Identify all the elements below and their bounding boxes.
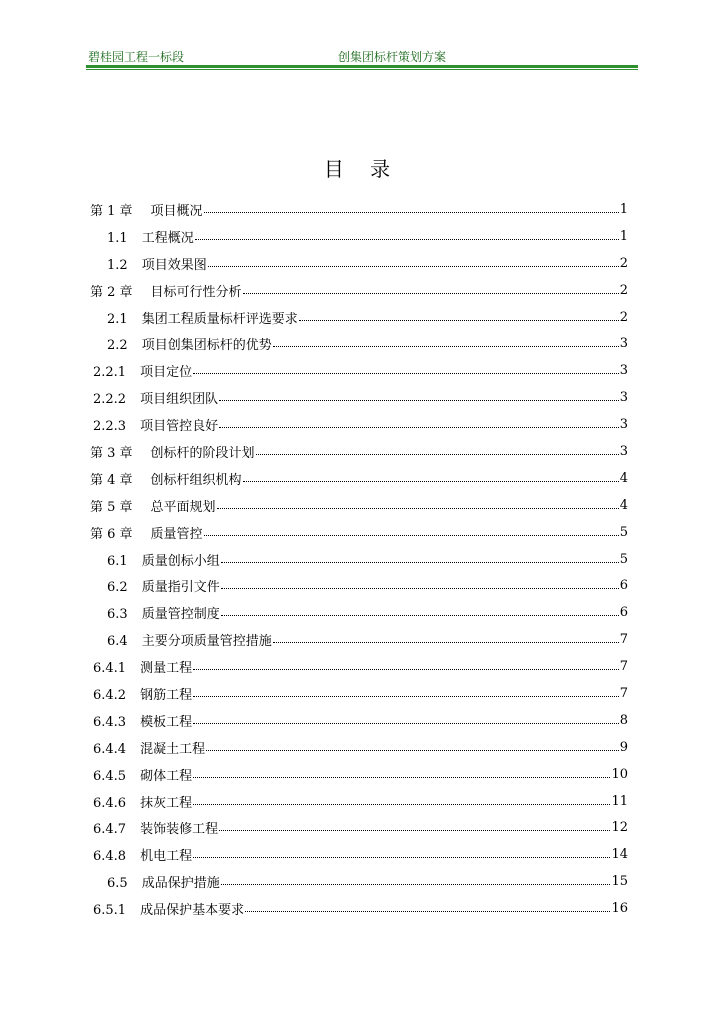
toc-entry-label (90, 523, 203, 542)
toc-leader-dots (273, 642, 619, 643)
toc-entry-text: 项目定位 (140, 365, 193, 381)
toc-leader-dots (219, 427, 619, 428)
toc-leader-dots (221, 615, 619, 616)
toc-entry-page: 3 (619, 417, 628, 433)
toc-entry-number: 第 1 章 (90, 203, 133, 219)
toc-entry-page: 11 (611, 793, 628, 809)
toc-entry-number: 6.4.5 (93, 768, 127, 784)
toc-leader-dots (204, 535, 619, 536)
toc-entry[interactable] (90, 788, 638, 815)
toc-entry-label (90, 442, 255, 461)
toc-entry-text: 创标杆的阶段计划 (150, 445, 255, 461)
toc-entry-page: 7 (619, 632, 628, 648)
toc-entry[interactable] (90, 841, 638, 868)
toc-leader-dots (217, 508, 619, 509)
toc-entry[interactable] (90, 250, 638, 277)
toc-entry-label (93, 388, 218, 407)
toc-entry-text: 项目管控良好 (140, 419, 219, 435)
toc-entry-text: 测量工程 (140, 661, 193, 677)
toc-entry-page: 3 (619, 363, 628, 379)
table-of-contents (90, 196, 638, 922)
toc-entry-label (93, 711, 192, 730)
toc-entry[interactable] (90, 438, 638, 465)
toc-entry-page: 2 (619, 309, 628, 325)
toc-entry-label (90, 200, 203, 219)
toc-entry[interactable] (90, 196, 638, 223)
toc-entry-text: 钢筋工程 (140, 687, 193, 703)
toc-leader-dots (245, 911, 610, 912)
toc-entry-label (90, 469, 242, 488)
toc-leader-dots (256, 454, 619, 455)
toc-entry-text: 混凝土工程 (140, 741, 206, 757)
toc-entry-page: 5 (619, 551, 628, 567)
toc-title: 目 录 (323, 157, 401, 181)
toc-entry[interactable] (90, 895, 638, 922)
toc-entry-label (93, 845, 192, 864)
toc-entry[interactable] (90, 330, 638, 357)
toc-entry[interactable] (90, 277, 638, 304)
toc-entry-text: 主要分项质量管控措施 (141, 634, 272, 650)
toc-entry-page: 1 (619, 228, 628, 244)
toc-leader-dots (299, 320, 619, 321)
toc-leader-dots (243, 481, 619, 482)
toc-entry-text: 项目组织团队 (140, 392, 219, 408)
toc-entry[interactable] (90, 599, 638, 626)
toc-entry-page: 6 (619, 605, 628, 621)
toc-entry-label (93, 792, 192, 811)
toc-entry-number: 6.5.1 (93, 903, 127, 919)
toc-entry[interactable] (90, 868, 638, 895)
page-header (86, 50, 638, 66)
toc-entry[interactable] (90, 572, 638, 599)
toc-leader-dots (243, 293, 619, 294)
toc-entry[interactable] (90, 653, 638, 680)
toc-entry-text: 项目概况 (150, 203, 203, 219)
toc-leader-dots (193, 696, 619, 697)
toc-entry-number: 2.2.3 (93, 419, 127, 435)
toc-entry-label (93, 361, 192, 380)
toc-leader-dots (193, 804, 610, 805)
toc-entry-label (107, 872, 220, 891)
toc-leader-dots (273, 346, 619, 347)
toc-entry[interactable] (90, 411, 638, 438)
toc-entry-text: 成品保护基本要求 (140, 903, 245, 919)
toc-entry-page: 8 (619, 712, 628, 728)
toc-entry-text: 项目效果图 (141, 257, 207, 273)
toc-entry-text: 成品保护措施 (141, 876, 220, 892)
toc-entry-page: 2 (619, 255, 628, 271)
toc-entry-number: 第 5 章 (90, 499, 133, 515)
toc-entry-number: 第 4 章 (90, 472, 133, 488)
toc-entry-number: 1.1 (107, 230, 128, 246)
toc-entry-label (93, 684, 192, 703)
toc-entry-label (93, 415, 218, 434)
toc-entry-page: 15 (611, 874, 628, 890)
toc-leader-dots (195, 239, 619, 240)
toc-leader-dots (221, 588, 619, 589)
toc-entry-label (93, 657, 192, 676)
toc-entry-number: 6.5 (107, 876, 128, 892)
toc-entry-page: 10 (611, 766, 628, 782)
toc-entry-text: 集团工程质量标杆评选要求 (141, 311, 298, 327)
toc-entry-number: 6.4.2 (93, 687, 127, 703)
toc-entry-text: 项目创集团标杆的优势 (141, 338, 272, 354)
toc-entry[interactable] (90, 546, 638, 573)
toc-entry-text: 质量管控 (150, 526, 203, 542)
toc-entry-page: 4 (619, 497, 628, 513)
toc-leader-dots (206, 750, 619, 751)
toc-entry-page: 7 (619, 659, 628, 675)
toc-entry[interactable] (90, 465, 638, 492)
toc-entry[interactable] (90, 680, 638, 707)
toc-entry-page: 7 (619, 685, 628, 701)
toc-entry-page: 3 (619, 336, 628, 352)
toc-leader-dots (219, 830, 610, 831)
toc-entry-text: 机电工程 (140, 849, 193, 865)
toc-entry-number: 6.4.8 (93, 849, 127, 865)
toc-entry-page: 3 (619, 390, 628, 406)
toc-entry[interactable] (90, 304, 638, 331)
toc-entry-label (107, 576, 220, 595)
header-rule-thin (86, 69, 638, 70)
toc-leader-dots (193, 723, 619, 724)
toc-entry-text: 工程概况 (141, 230, 194, 246)
toc-entry-page: 3 (619, 443, 628, 459)
toc-leader-dots (193, 373, 619, 374)
toc-entry-page: 9 (619, 739, 628, 755)
toc-entry-text: 目标可行性分析 (150, 284, 242, 300)
toc-entry-number: 6.4.3 (93, 714, 127, 730)
toc-entry-label (107, 308, 298, 327)
toc-entry[interactable] (90, 734, 638, 761)
toc-entry[interactable] (90, 761, 638, 788)
toc-entry-label (90, 281, 242, 300)
toc-entry-label (93, 765, 192, 784)
toc-entry[interactable] (90, 707, 638, 734)
toc-leader-dots (221, 884, 611, 885)
toc-leader-dots (193, 777, 610, 778)
toc-entry-number: 6.4.6 (93, 795, 127, 811)
toc-entry-label (107, 334, 272, 353)
toc-entry-text: 质量指引文件 (141, 580, 220, 596)
toc-entry-label (93, 818, 218, 837)
toc-entry-text: 砌体工程 (140, 768, 193, 784)
toc-entry-number: 第 2 章 (90, 284, 133, 300)
toc-entry-page: 1 (619, 201, 628, 217)
toc-entry[interactable] (90, 814, 638, 841)
toc-entry-page: 16 (611, 901, 628, 917)
header-document-title: 创集团标杆策划方案 (338, 50, 447, 64)
toc-entry-label (93, 738, 205, 757)
toc-entry-number: 2.2.2 (93, 392, 127, 408)
toc-entry-text: 质量管控制度 (141, 607, 220, 623)
toc-leader-dots (221, 562, 619, 563)
toc-entry-text: 质量创标小组 (141, 553, 220, 569)
toc-entry[interactable] (90, 519, 638, 546)
toc-entry-text: 模板工程 (140, 714, 193, 730)
toc-entry-number: 6.4.7 (93, 822, 127, 838)
toc-entry[interactable] (90, 626, 638, 653)
toc-entry-number: 6.2 (107, 580, 128, 596)
toc-entry-label (107, 603, 220, 622)
header-project-name: 碧桂园工程一标段 (88, 50, 185, 64)
toc-entry-number: 1.2 (107, 257, 128, 273)
toc-entry-number: 2.2 (107, 338, 128, 354)
toc-entry-page: 2 (619, 282, 628, 298)
toc-entry-number: 第 3 章 (90, 445, 133, 461)
toc-entry-number: 6.1 (107, 553, 128, 569)
toc-entry[interactable] (90, 223, 638, 250)
toc-entry[interactable] (90, 492, 638, 519)
toc-entry-page: 4 (619, 470, 628, 486)
toc-entry-text: 抹灰工程 (140, 795, 193, 811)
toc-entry-text: 创标杆组织机构 (150, 472, 242, 488)
toc-entry-number: 6.4 (107, 634, 128, 650)
toc-entry-label (93, 899, 244, 918)
toc-entry-text: 总平面规划 (150, 499, 216, 515)
toc-entry-page: 5 (619, 524, 628, 540)
toc-entry[interactable] (90, 357, 638, 384)
toc-entry-number: 第 6 章 (90, 526, 133, 542)
toc-leader-dots (193, 669, 619, 670)
toc-entry-number: 6.3 (107, 607, 128, 623)
toc-entry-label (107, 630, 272, 649)
toc-entry[interactable] (90, 384, 638, 411)
toc-entry-number: 2.2.1 (93, 365, 127, 381)
toc-leader-dots (208, 266, 619, 267)
toc-leader-dots (219, 400, 619, 401)
toc-entry-page: 12 (611, 820, 628, 836)
toc-entry-number: 6.4.1 (93, 661, 127, 677)
toc-entry-label (107, 254, 207, 273)
toc-entry-page: 14 (611, 847, 628, 863)
toc-entry-number: 6.4.4 (93, 741, 127, 757)
toc-entry-label (90, 496, 216, 515)
toc-entry-label (107, 550, 220, 569)
toc-entry-page: 6 (619, 578, 628, 594)
toc-entry-label (107, 227, 194, 246)
header-rule (86, 65, 638, 68)
toc-leader-dots (204, 212, 619, 213)
toc-entry-number: 2.1 (107, 311, 128, 327)
toc-entry-text: 装饰装修工程 (140, 822, 219, 838)
toc-leader-dots (193, 857, 610, 858)
